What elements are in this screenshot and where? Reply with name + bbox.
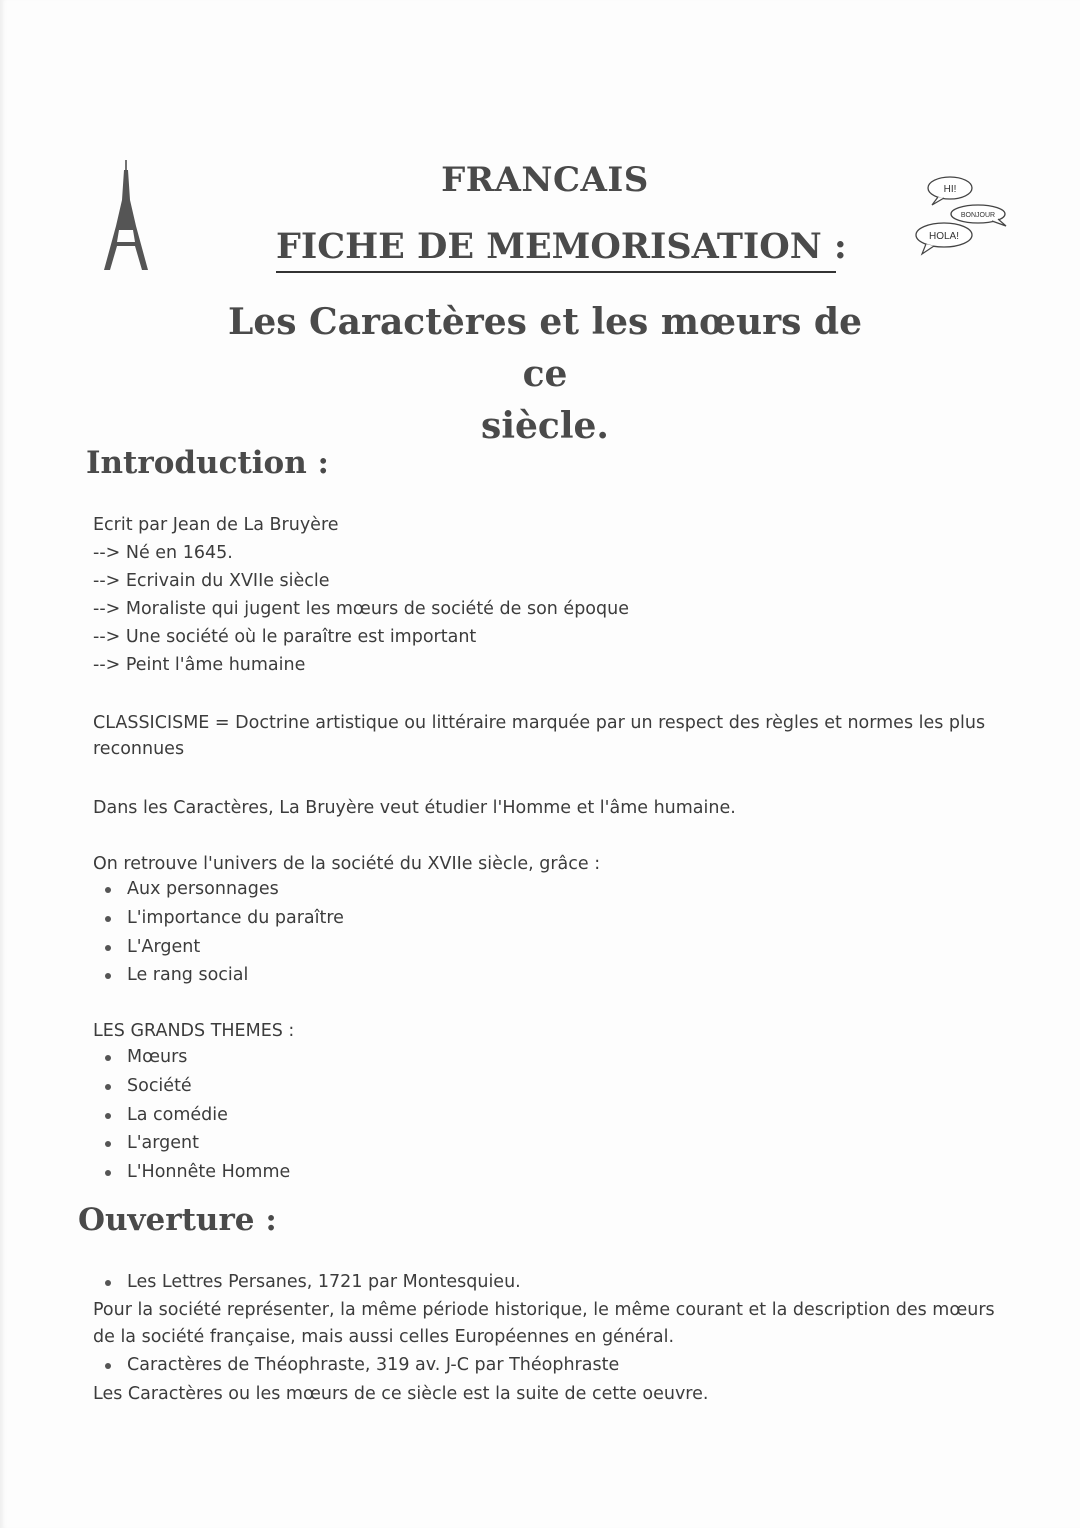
list-item: L'Honnête Homme [93,1158,290,1187]
list-item: Société [93,1072,290,1101]
list-item: La comédie [93,1101,290,1130]
themes-heading: LES GRANDS THEMES : [93,1021,295,1041]
intro-facts-block [93,511,629,679]
fact-line: --> Une société où le paraître est important [93,627,477,647]
list-item: Caractères de Théophraste, 319 av. J-C par Théophraste [93,1351,1008,1380]
univers-intro: On retrouve l'univers de la société du XVIIe siècle, grâce : [93,854,601,874]
ouverture-list-1 [93,1268,1008,1297]
list-item: Les Lettres Persanes, 1721 par Montesquieu. [93,1268,1008,1297]
ouverture-paragraph-2: Les Caractères ou les mœurs de ce siècle est la suite de cette oeuvre. [93,1383,709,1404]
sheet-title: FICHE DE MEMORISATION : [276,226,836,273]
list-item: Aux personnages [93,875,344,904]
classicisme-definition: CLASSICISME = Doctrine artistique ou littéraire marquée par un respect des règles et normes les plus reconnues [93,713,986,759]
page-title: FRANCAIS [441,160,649,200]
ouverture-heading: Ouverture : [78,1202,277,1238]
list-item: Le rang social [93,961,344,990]
bubble-hi-text: HI! [943,184,957,195]
aim-paragraph: Dans les Caractères, La Bruyère veut étudier l'Homme et l'âme humaine. [93,798,736,818]
bubble-bonjour-text: BONJOUR [960,212,996,219]
list-item: L'importance du paraître [93,904,344,933]
bubble-hola-text: HOLA! [928,231,960,242]
univers-list [93,875,344,990]
list-item: L'Argent [93,933,344,962]
ouverture-paragraph-1: Pour la société représenter, la même période historique, le même courant et la description des mœurs de la société française, mais aussi celles Européennes en général. [93,1299,995,1347]
fact-line: --> Peint l'âme humaine [93,655,306,675]
fact-line: --> Moraliste qui jugent les mœurs de société de son époque [93,599,629,619]
book-title-line1: Les Caractères et les mœurs de ce [228,301,862,395]
book-title [200,296,890,452]
fact-line: --> Ecrivain du XVIIe siècle [93,571,330,591]
fact-line: --> Né en 1645. [93,543,233,563]
book-title-line2: siècle. [481,405,609,447]
themes-list [93,1043,290,1187]
author-line: Ecrit par Jean de La Bruyère [93,515,339,535]
ouverture-list-2 [93,1351,1008,1380]
list-item: L'argent [93,1129,290,1158]
list-item: Mœurs [93,1043,290,1072]
ouverture-block [93,1268,1008,1408]
introduction-heading: Introduction : [86,445,330,481]
